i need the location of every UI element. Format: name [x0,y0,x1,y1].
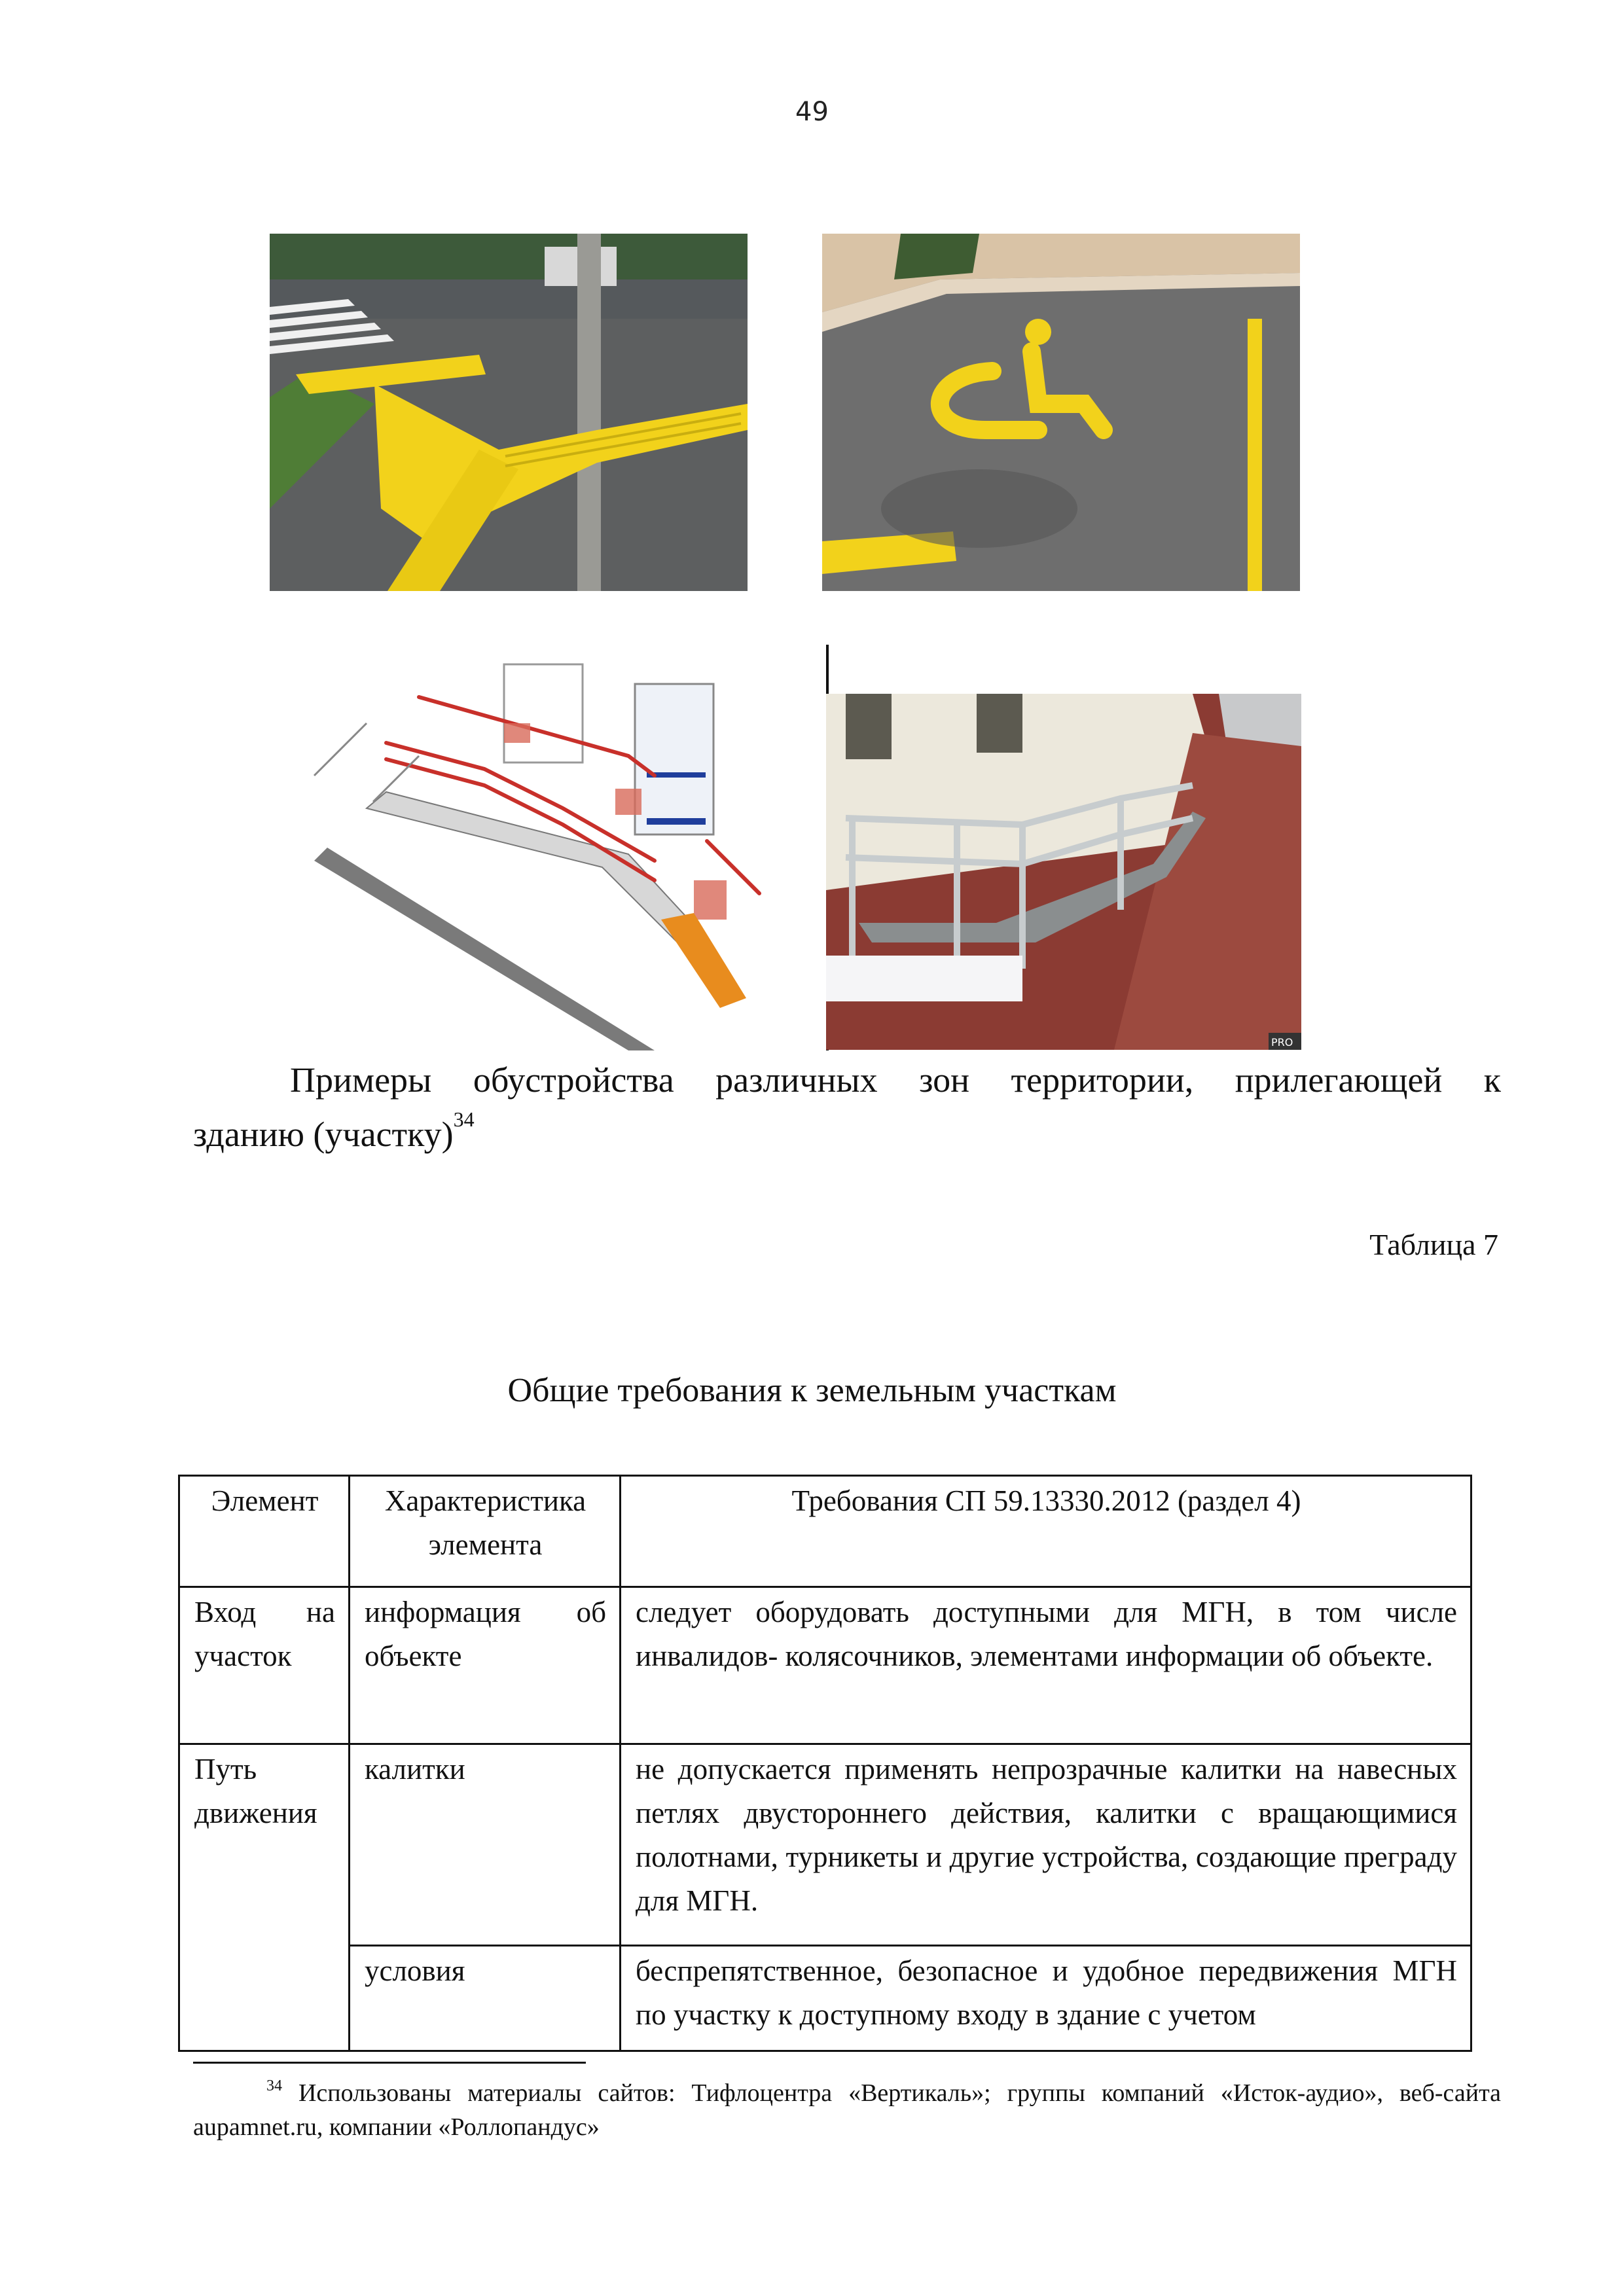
cell-element: Путь движения [179,1744,350,2051]
cell-characteristic: информация об объекте [350,1587,621,1744]
table-row [179,1946,1471,2051]
watermark: PRO [1271,1036,1293,1049]
cell-requirement: не допускается применять непрозрачные калитки на навесных петлях двустороннего действия, калитки с вращающимися полотнами, турникеты и другие устройства, создающие преграду для МГН. [621,1744,1471,1946]
requirements-table [178,1475,1472,2052]
figure-caption-line2 [193,1107,475,1157]
caption-text: зданию (участку) [193,1115,454,1154]
footnote-text: Использованы материалы сайтов: Тифлоцентра «Вертикаль»; группы компаний «Исток-аудио», веб-сайта aupamnet.ru, компании «Роллопандус» [193,2079,1502,2141]
ramp-diagram [288,645,825,1050]
figure-caption: Примеры обустройства различных зон территории, прилегающей к [290,1060,1502,1100]
ramp-photo [826,694,1301,1050]
footnote-rule [193,2062,586,2064]
page-number: 49 [795,97,829,127]
footnote-ref[interactable]: 34 [453,1107,475,1131]
header-requirements: Требования СП 59.13330.2012 (раздел 4) [621,1476,1471,1587]
cell-requirement: следует оборудовать доступными для МГН, в том числе инвалидов- колясочников, элементами информации об объекте. [621,1587,1471,1744]
tactile-paving-photo [270,234,748,591]
cell-characteristic: условия [350,1946,621,2051]
cell-element: Вход на участок [179,1587,350,1744]
header-characteristic: Характеристика элемента [350,1476,621,1587]
table-title: Общие требования к земельным участкам [507,1372,1117,1409]
footnote-number: 34 [266,2077,282,2094]
table-row [179,1744,1471,1946]
footnote [193,2076,1501,2144]
cell-characteristic: калитки [350,1744,621,1946]
table-label: Таблица 7 [1369,1228,1498,1261]
header-element: Элемент [179,1476,350,1587]
table-row [179,1587,1471,1744]
accessible-parking-photo [822,234,1300,591]
cell-requirement: беспрепятственное, безопасное и удобное передвижения МГН по участку к доступному входу в здание с учетом [621,1946,1471,2051]
table-header-row [179,1476,1471,1587]
